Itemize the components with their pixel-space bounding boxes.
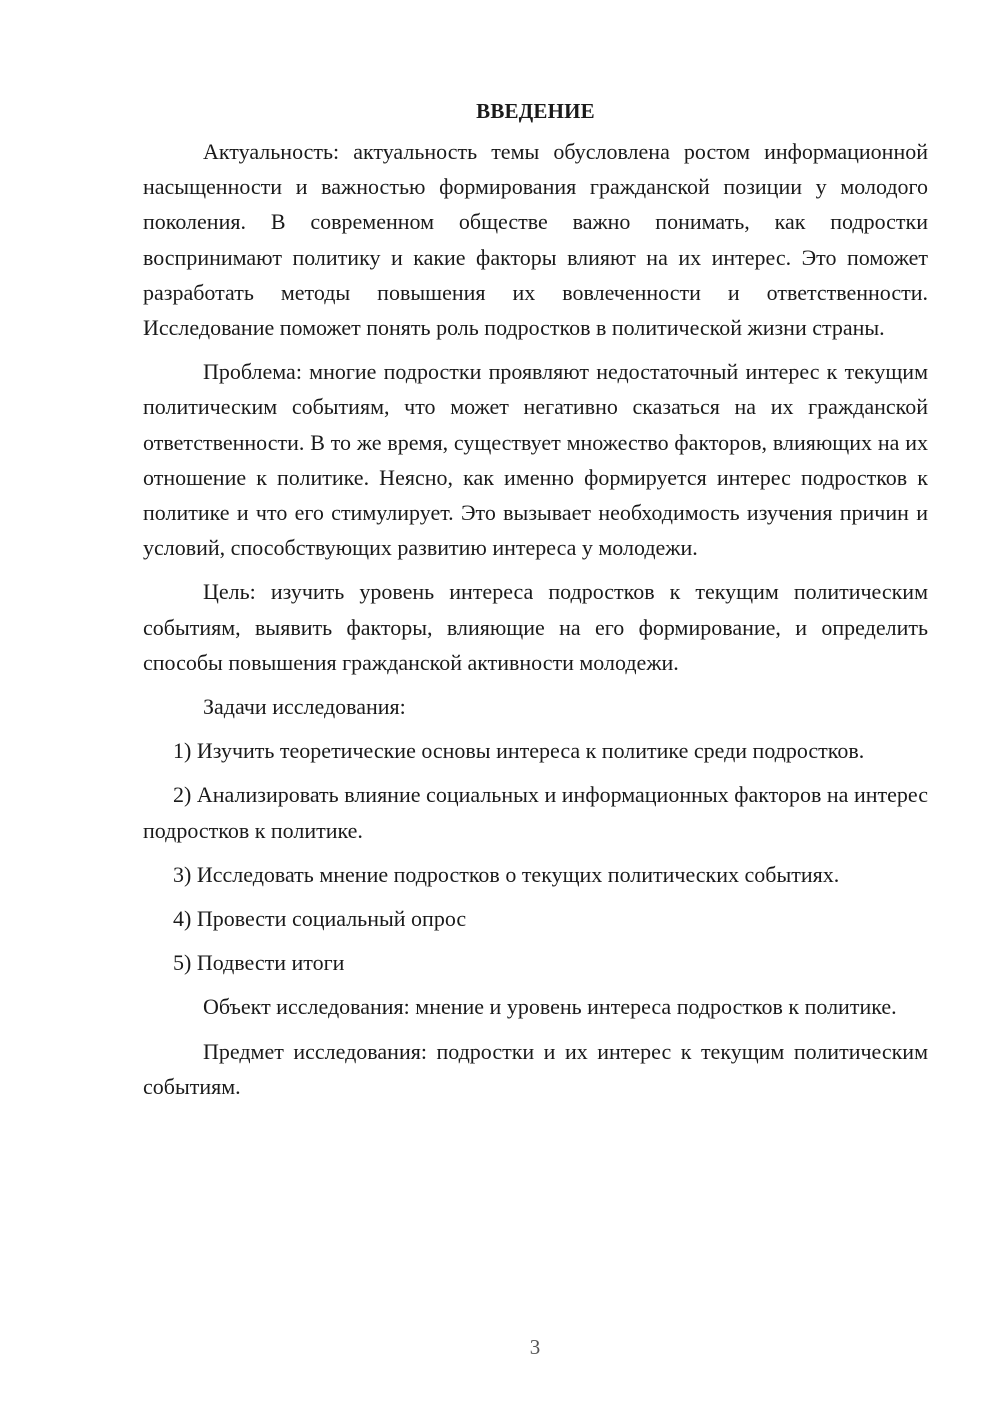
paragraph-problem: Проблема: многие подростки проявляют недостаточный интерес к текущим политическим событиям, что может негативно сказаться на их гражданской ответственности. В то же время, существует множество факторов, влияющих на их отношение к политике. Неясно, как именно формируется интерес подростков к политике и что его стимулирует. Это вызывает необходимость изучения причин и условий, способствующих развитию интереса у молодежи. bbox=[143, 359, 928, 561]
document-body bbox=[143, 94, 928, 1113]
page-number: 3 bbox=[529, 1335, 541, 1359]
paragraph-object: Объект исследования: мнение и уровень интереса подростков к политике. bbox=[203, 994, 897, 1020]
task-item-3: 3) Исследовать мнение подростков о текущих политических событиях. bbox=[173, 861, 840, 887]
task-item-5: 5) Подвести итоги bbox=[173, 950, 345, 976]
paragraph-subject: Предмет исследования: подростки и их интерес к текущим политическим событиям. bbox=[143, 1038, 928, 1099]
task-item-1: 1) Изучить теоретические основы интереса к политике среди подростков. bbox=[173, 738, 865, 764]
task-item-4: 4) Провести социальный опрос bbox=[173, 906, 467, 932]
task-item-2: 2) Анализировать влияние социальных и информационных факторов на интерес подростков к политике. bbox=[143, 782, 928, 843]
page-title: ВВЕДЕНИЕ bbox=[476, 99, 595, 123]
tasks-heading: Задачи исследования: bbox=[203, 694, 406, 720]
paragraph-relevance: Актуальность: актуальность темы обусловлена ростом информационной насыщенности и важностью формирования гражданской позиции у молодого поколения. В современном обществе важно понимать, как подростки воспринимают политику и какие факторы влияют на их интерес. Это поможет разработать методы повышения их вовлеченности и ответственности. Исследование поможет понять роль подростков в политической жизни страны. bbox=[143, 139, 928, 341]
paragraph-goal: Цель: изучить уровень интереса подростков к текущим политическим событиям, выявить факторы, влияющие на его формирование, и определить способы повышения гражданской активности молодежи. bbox=[143, 579, 928, 675]
